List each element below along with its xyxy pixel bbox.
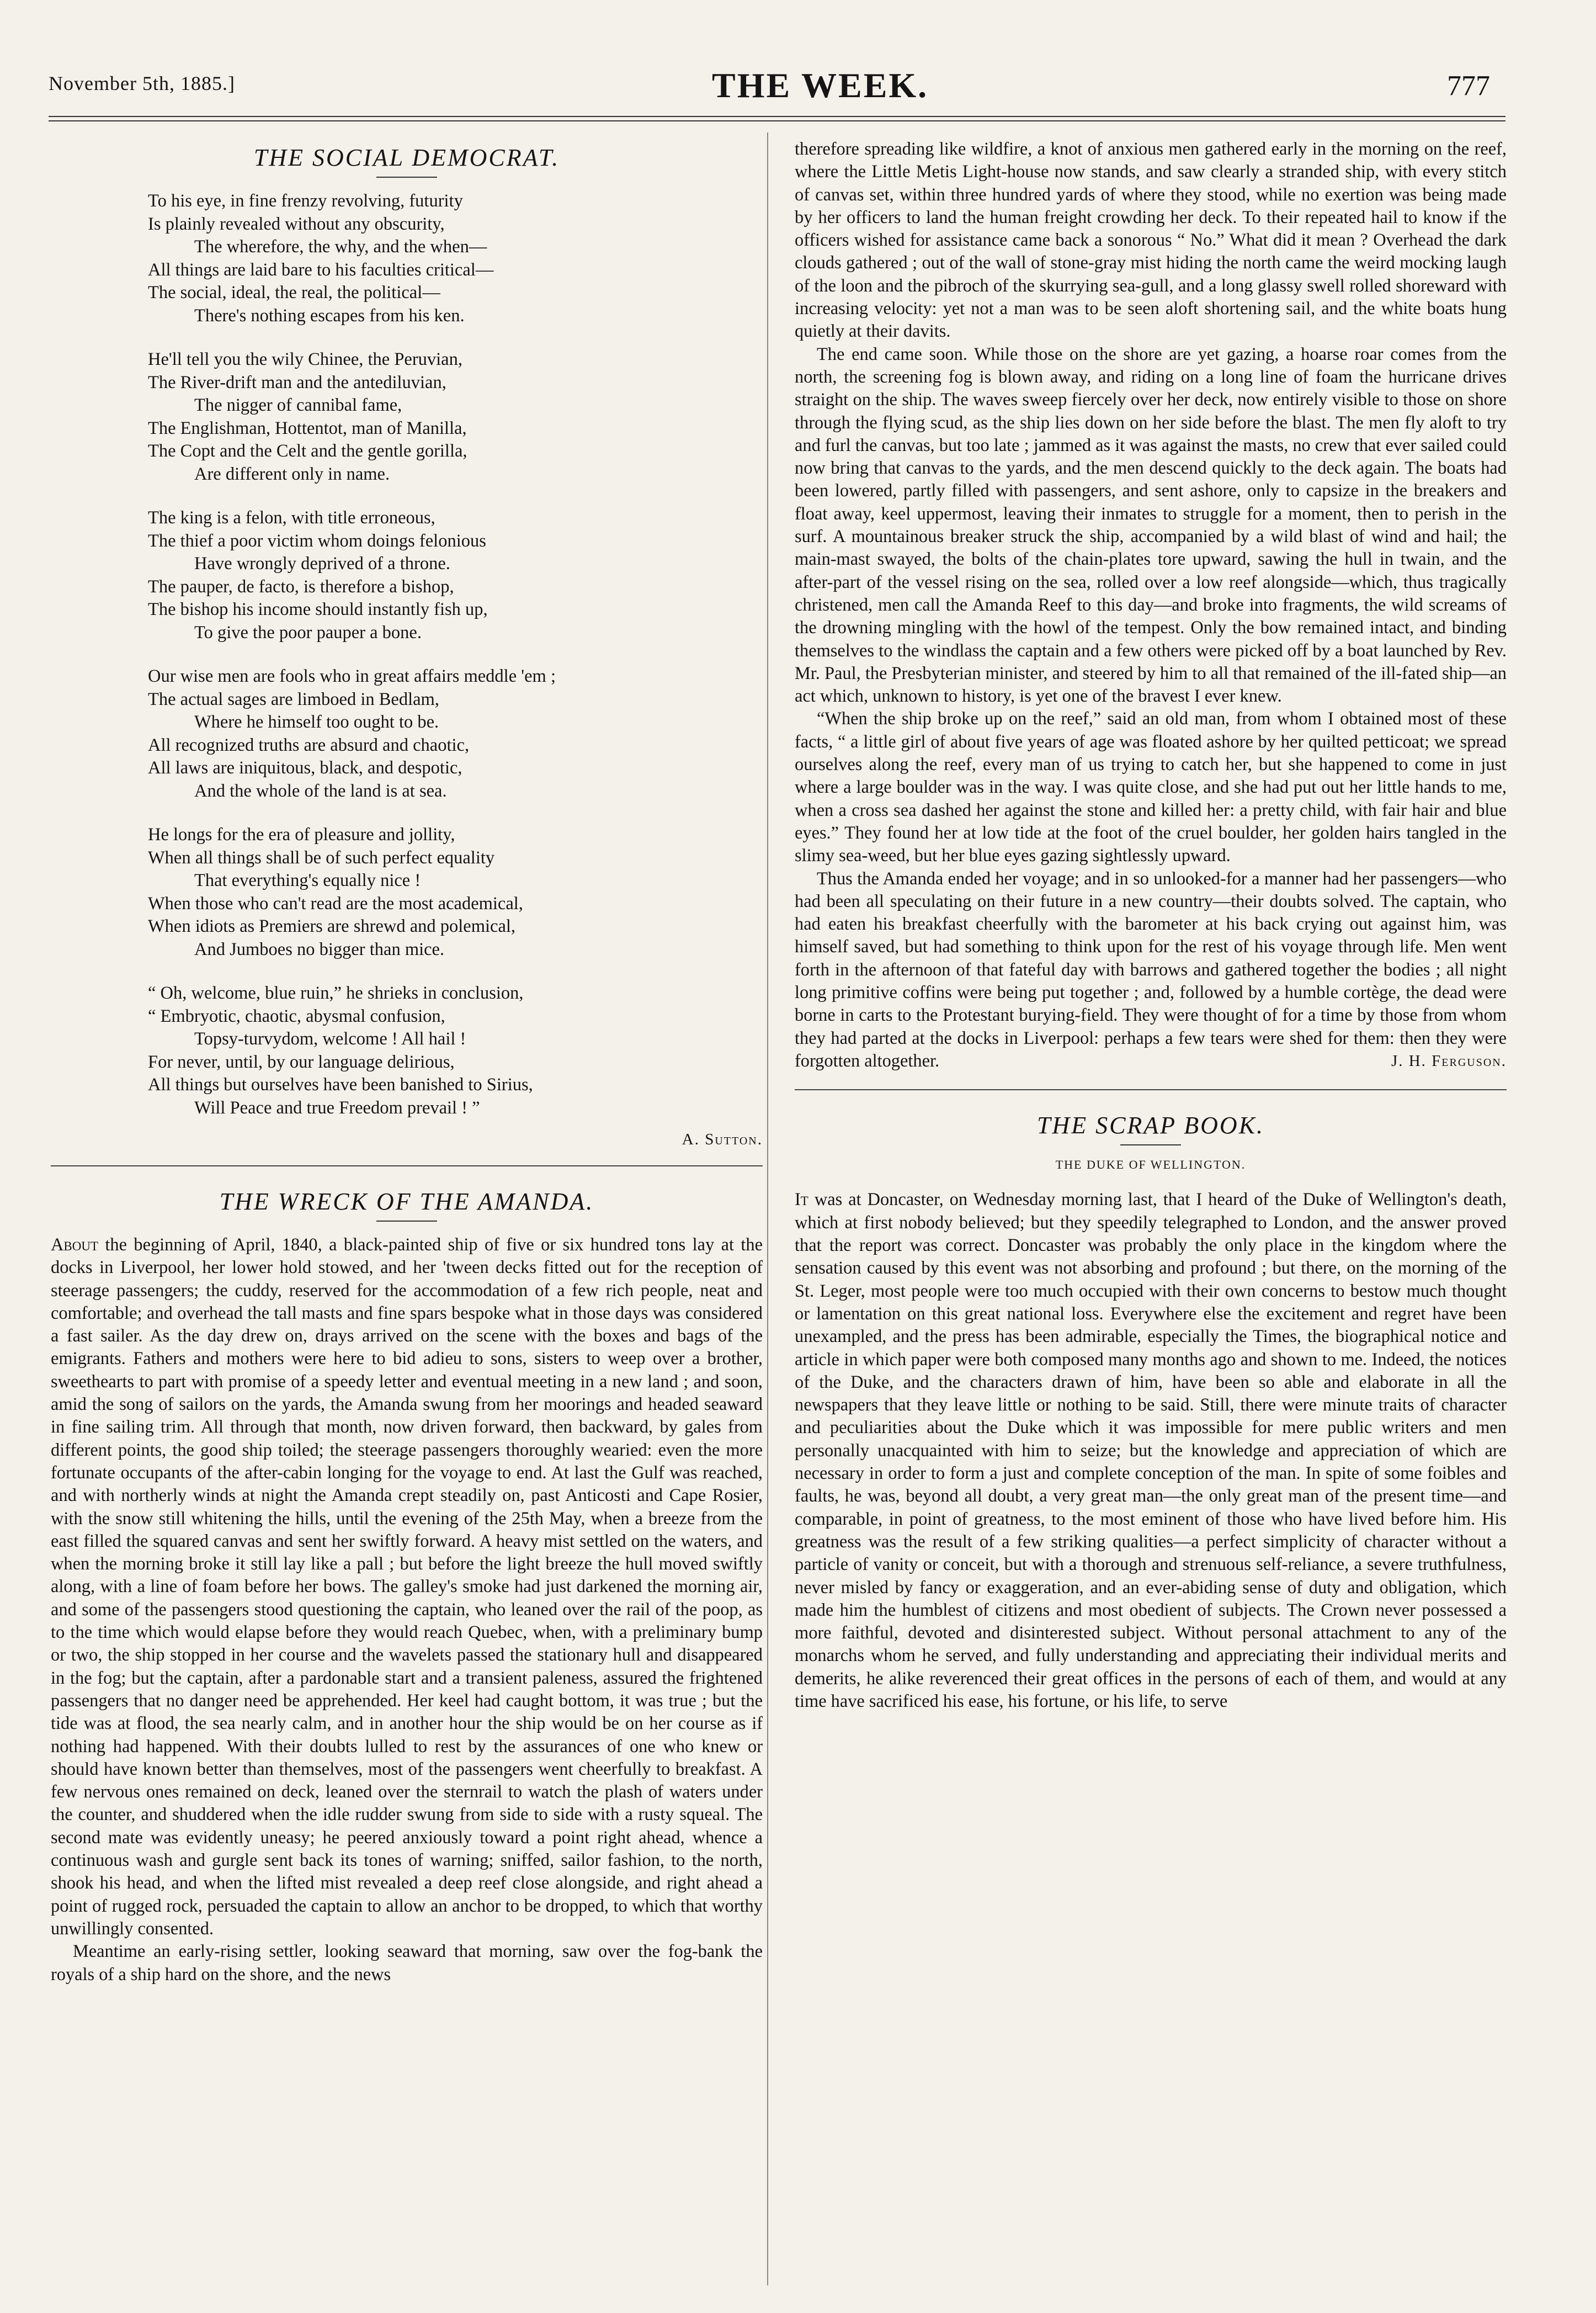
poem-line: When all things shall be of such perfect equality [148,847,495,868]
poem-line: Have wrongly deprived of a throne. [194,554,450,574]
paragraph-text: Meantime an early-rising settler, looking seaward that morning, saw over the fog-bank the royals of a ship hard on the shore, and the news [51,1941,763,1985]
poem-line: The River-drift man and the antediluvian, [148,372,446,392]
poem-stanza [148,665,763,803]
poem-line: Where he himself too ought to be. [194,712,439,732]
title-rule [376,1221,437,1222]
poem-line: The pauper, de facto, is therefore a bishop, [148,576,454,597]
poem-stanza [148,982,763,1120]
paragraph-text: therefore spreading like wildfire, a knot of anxious men gathered early in the morning on the reef, where the Little Metis Light-house now stands, and saw clearly a stranded ship, with every stitch of canvas set, within three hundred yards of where they stood, while no exertion was being made by her officers to land the human freight crowding her deck. To their repeated hail to know if the officers wished for assistance came back a sonorous “ No.” What did it mean ? Overhead the dark clouds gathered ; out of the wall of stone-gray mist hiding the north came the weird mocking laugh of the loon and the pibroch of the skurrying sea-gull, and a long glassy swell rolled shoreward with increasing velocity: yet not a man was to be seen aloft shortening sail, and the white boats hung quietly at their davits. [795,139,1507,342]
poem-line: The bishop his income should instantly fish up, [148,600,488,619]
poem-line: And Jumboes no bigger than mice. [194,939,445,959]
poem-line: He longs for the era of pleasure and jollity, [148,825,455,845]
left-column [51,138,763,1986]
scrap-paragraph-1 [795,1189,1507,1713]
page-number: 777 [1447,70,1490,102]
poem-line: “ Oh, welcome, blue ruin,” he shrieks in conclusion, [148,983,524,1003]
poem-line: The social, ideal, the real, the political— [148,283,440,303]
poem-line: Our wise men are fools who in great affairs meddle 'em ; [148,666,556,686]
section-rule [51,1165,763,1166]
wreck-paragraph-2 [51,1940,763,1986]
poem-title: THE SOCIAL DEMOCRAT. [253,144,560,171]
poem-body [148,190,763,1120]
poem-line: For never, until, by our language delirious, [148,1052,455,1072]
drop-lead: About [51,1235,99,1255]
poem-line: All things are laid bare to his faculties critical— [148,259,494,280]
drop-lead: It [795,1190,808,1210]
poem-line: All laws are iniquitous, black, and despotic, [148,758,462,778]
poem-line: The Copt and the Celt and the gentle gorilla, [148,441,467,461]
poem-line: To give the poor pauper a bone. [194,622,422,643]
poem-line: Will Peace and true Freedom prevail ! ” [194,1097,480,1118]
poem-stanza [148,507,763,644]
wreck-article-part1 [51,1234,763,1986]
wreck-paragraph-4: “When the ship broke up on the reef,” said an old man, from whom I obtained most of these facts, “ a little girl of about five years of age was floated ashore by her quilted petticoat; we spread ourselves along the reef, every man of us trying to catch her, but she happened to come in just where a large boulder was in the way. I was quite close, and she had put out her little hands to me, when a cross sea dashed her against the stone and killed her: a pretty child, with fair hair and blue eyes.” They found her at low tide at the foot of the cruel boulder, her golden hairs tangled in the slimy sea-weed, but her blue eyes gazing sightlessly upward. [795,709,1507,866]
section-rule [795,1089,1507,1090]
wreck-paragraph-1 [51,1234,763,1940]
wreck-paragraph-5: Thus the Amanda ended her voyage; and in so unlooked-for a manner had her passengers—who had been all speculating on their future in a new country—their doubts solved. The captain, who had eaten his breakfast cheerfully with the barometer at his back crying out against him, was himself saved, but had something to think upon for the rest of his voyage through life. Men went forth in the afternoon of that fateful day with barrows and gathered together the bodies ; all night long primitive coffins were being put together ; and, followed by a humble cortège, the dead were borne in carts to the Protestant burying-field. They were thought of for a time by those from whom they had parted at the docks in Liverpool: perhaps a few tears were shed for them: then they were forgotten altogether. [795,868,1507,1071]
wreck-paragraph-3: The end came soon. While those on the shore are yet gazing, a hoarse roar comes from the north, the screening fog is blown away, and riding on a long line of foam the hurricane drives straight on the ship. The waves sweep fiercely over her deck, now entirely visible to those on shore through the flying scud, as the ship lies down on her side before the blast. The men fly aloft to try and furl the canvas, but too late ; jammed as it was against the masts, no crew that ever sailed could now bring that canvas to the yards, and the men descend quickly to the deck again. The boats had been lowered, partly filled with passengers, and sent ashore, only to capsize in the breakers and float away, keel uppermost, leaving their inmates to struggle for a moment, then to perish in the surf. A mountainous breaker struck the ship, accompanied by a wild blast of wind and hail; the main-mast swayed, the bolts of the chain-plates tore upward, sawing the hull in twain, and the after-part of the vessel rising on the sea, rolled over a low reef alongside—which, thus tragically christened, men call the Amanda Reef to this day—and broke into fragments, the wild screams of the drowning mingling with the howl of the tempest. Only the bow remained intact, and binding themselves to the windlass the captain and a few others were picked off by a boat launched by Rev. Mr. Paul, the Presbyterian minister, and steered by him to all that remained of the ill-fated ship—an act which, unknown to history, is yet one of the bravest I ever knew. [795,344,1507,707]
poem-stanza [148,348,763,486]
column-divider [767,132,768,2285]
poem-line: Is plainly revealed without any obscurity, [148,214,445,234]
poem-line: And the whole of the land is at sea. [194,781,447,801]
right-column [795,138,1507,1713]
wreck-paragraph-2-cont [795,138,1507,343]
title-rule [376,177,437,178]
scrap-subtitle: THE DUKE OF WELLINGTON. [1055,1158,1246,1172]
issue-date: November 5th, 1885.] [49,72,235,94]
poem-line: Topsy-turvydom, welcome ! All hail ! [194,1029,466,1049]
wreck-article-part2 [795,138,1507,1073]
poem-line: When idiots as Premiers are shrewd and polemical, [148,916,516,936]
poem-line: The king is a felon, with title erroneous, [148,508,435,528]
poem-line: To his eye, in fine frenzy revolving, futurity [148,191,463,211]
poem-line: All things but ourselves have been banished to Sirius, [148,1075,533,1095]
poem-line: When those who can't read are the most academical, [148,893,523,914]
poem-stanza [148,190,763,327]
header-rule-double [49,120,1505,121]
poem-author-name: A. Sutton. [682,1131,763,1148]
wreck-title: THE WRECK OF THE AMANDA. [219,1188,594,1215]
poem-line: All recognized truths are absurd and chaotic, [148,735,470,755]
masthead-title: THE WEEK. [712,66,929,105]
paragraph-text: was at Doncaster, on Wednesday morning last, that I heard of the Duke of Wellington's death, which at first nobody believed; but they speedily telegraphed to London, and the answer proved that the report was correct. Doncaster was probably the only place in the kingdom where the sensation caused by this event was not absorbing and profound ; but there, on the morning of the St. Leger, most people were too much occupied with their own concerns to bestow much thought or lamentation on this great national loss. Everywhere else the excitement and regret have been unexampled, and the press has been admirable, especially the Times, the biographical notice and article in which paper were both composed many months ago and shown to me. Indeed, the notices of the Duke, and the characters drawn of him, have been so able and elaborate in all the newspapers that they leave little or nothing to be said. Still, there were minute traits of character and peculiarities about the Duke which it was impossible for mere public writers and men personally unacquainted with him to seize; but the knowledge and appreciation of which are necessary in order to form a just and complete conception of the man. In spite of some foibles and faults, he was, beyond all doubt, a very great man—the only great man of the present time—and comparable, in point of greatness, to the most eminent of those who have lived before him. His greatness was the result of a few striking qualities—a perfect simplicity of character without a particle of vanity or conceit, but with a thorough and strenuous self-reliance, a severe truthfulness, never misled by fancy or exaggeration, and an ever-abiding sense of duty and obligation, which made him the humblest of citizens and most obedient of subjects. The Crown never possessed a more faithful, devoted and disinterested subject. Without personal attachment to any of the monarchs whom he served, and fully understanding and appreciating their individual merits and demerits, he alike reverenced their great offices in the persons of each of them, and would at any time have sacrificed his ease, his fortune, or his life, to serve [795,1190,1507,1711]
poem-line: The actual sages are limboed in Bedlam, [148,689,439,709]
scrap-article [795,1189,1507,1713]
poem-line: He'll tell you the wily Chinee, the Peruvian, [148,349,462,369]
wreck-author-name: J. H. Ferguson. [1391,1052,1507,1070]
poem-author [51,1131,763,1149]
poem-line: That everything's equally nice ! [194,871,421,890]
poem-line: The Englishman, Hottentot, man of Manilla, [148,418,467,438]
poem-line: There's nothing escapes from his ken. [194,305,465,326]
header-rule [49,116,1505,117]
poem-line: The wherefore, the why, and the when— [194,237,487,257]
paragraph-text: the beginning of April, 1840, a black-painted ship of five or six hundred tons lay at the docks in Liverpool, her lower hold stowed, and her 'tween decks fitted out for the reception of steerage passengers; the cuddy, reserved for the accommodation of a few rich people, neat and comfortable; and overhead the tall masts and fine spars bespoke what in those days was considered a fast sailer. As the day drew on, drays arrived on the scene with the boxes and bags of the emigrants. Fathers and mothers were here to bid adieu to sons, sisters to weep over a brother, sweethearts to part with promise of a speedy letter and eventual meeting in a new land ; and soon, amid the song of sailors on the yards, the Amanda swung from her moorings and headed seaward in fine sailing trim. All through that month, now driven forward, then backward, by gales from different points, the good ship toiled; the steerage passengers thoroughly wearied: even the more fortunate occupants of the after-cabin longing for the voyage to end. At last the Gulf was reached, and with northerly winds at night the Amanda crept steadily on, past Anticosti and Cape Rosier, with the snow still whitening the hills, until the evening of the 25th May, when a breeze from the east filled the squared canvas and sent her swiftly forward. A heavy mist settled on the waters, and when the morning broke it still lay like a pall ; but before the light breeze the hull moved swiftly along, with a line of foam before her bows. The galley's smoke had just darkened the morning air, and some of the passengers stood questioning the captain, who leaned over the rail of the poop, as to the time which would elapse before they would reach Quebec, when, with a preliminary bump or two, the ship stopped in her course and the wavelets passed the stationary hull and disappeared in the fog; but the captain, after a pardonable start and a transient paleness, assured the frightened passengers that no danger need be apprehended. Her keel had caught bottom, it was true ; but the tide was at flood, the sea nearly calm, and in another hour the ship would be on her course as if nothing had happened. With their doubts lulled to rest by the assurances of one who knew or should have known better than themselves, most of the passengers went cheerfully to breakfast. A few nervous ones remained on deck, leaned over the sternrail to watch the plash of waters under the counter, and shuddered when the idle rudder swung from side to side with a rusty squeal. The second mate was evidently uneasy; he peered anxiously toward a point right ahead, whence a continuous wash and gurgle sent back its tones of warning; sniffed, sailor fashion, to the north, shook his head, and when the lifted mist revealed a deep reef close alongside, and right ahead a point of rugged rock, persuaded the captain to allow an anchor to be dropped, to which that worthy unwillingly consented. [51,1235,763,1939]
poem-stanza [148,824,763,961]
poem-line: “ Embryotic, chaotic, abysmal confusion, [148,1006,445,1026]
poem-line: Are different only in name. [194,464,390,484]
scrap-title: THE SCRAP BOOK. [1036,1112,1265,1139]
poem-line: The nigger of cannibal fame, [194,395,402,415]
title-rule [1120,1144,1181,1145]
poem-line: The thief a poor victim whom doings felonious [148,530,486,551]
